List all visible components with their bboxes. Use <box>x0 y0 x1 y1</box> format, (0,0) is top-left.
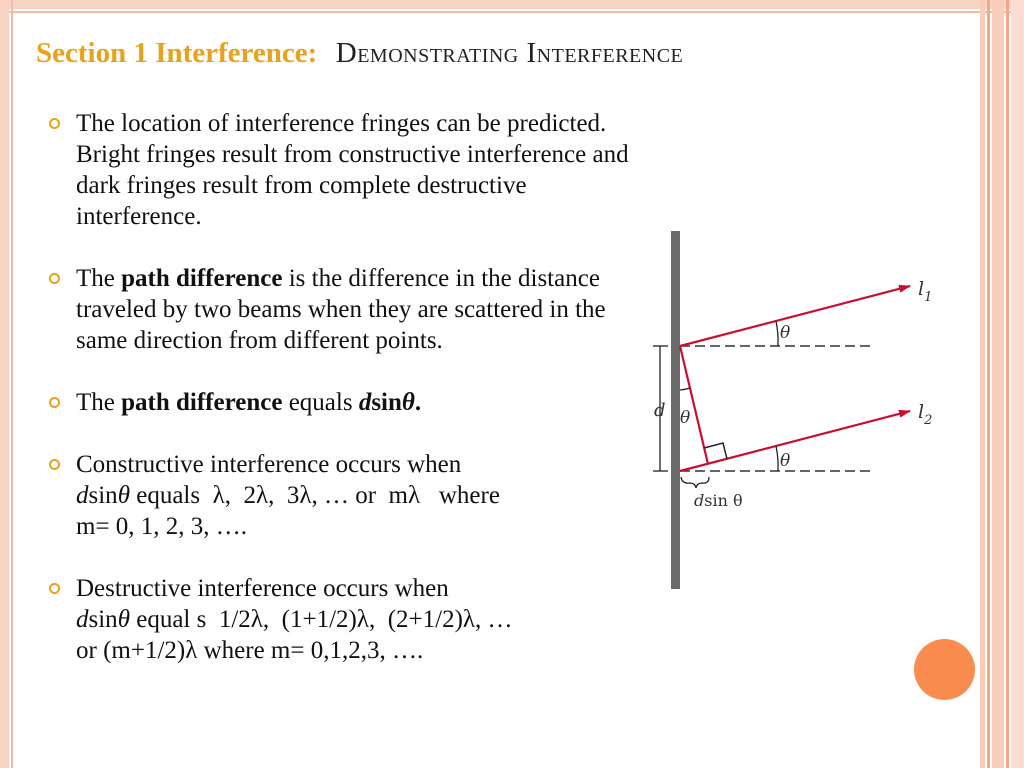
decor-stripe <box>1006 0 1009 768</box>
bullet-icon <box>49 583 60 594</box>
label-dsin: dsin θ <box>694 491 743 510</box>
slit-wall <box>671 231 680 589</box>
bullet-line: or (m+1/2)λ where m= 0,1,2,3, …. <box>76 637 424 664</box>
decor-circle <box>914 639 975 700</box>
formula-d: d <box>358 389 372 416</box>
label-l2: $l_2$ <box>918 401 933 428</box>
bullet-line: equals λ, 2λ, 3λ, … or mλ where <box>129 482 500 509</box>
slide-title <box>36 30 976 75</box>
bullet-item <box>44 108 644 232</box>
bullet-bold-term: path difference <box>121 389 283 416</box>
formula-d: d <box>76 606 89 633</box>
label-theta-bottom: θ <box>780 451 791 471</box>
perpendicular-line <box>680 346 708 464</box>
formula-d: d <box>76 482 89 509</box>
angle-arc-slit <box>680 388 690 390</box>
label-theta-slit: θ <box>680 408 691 428</box>
decor-stripe <box>980 0 985 768</box>
bullet-line: m= 0, 1, 2, 3, …. <box>76 513 248 540</box>
formula-theta: θ <box>401 389 415 416</box>
formula-sin: sin <box>371 389 402 416</box>
bullet-item <box>44 449 644 542</box>
bullet-icon <box>49 118 60 129</box>
frame-left-line <box>11 0 13 768</box>
bullet-icon <box>49 397 60 408</box>
title-section: Section 1 Interference: <box>36 37 318 69</box>
bullet-item <box>44 263 644 356</box>
ray-l2 <box>680 411 910 471</box>
bullet-line: Constructive interference occurs when <box>76 451 462 478</box>
bullet-icon <box>49 459 60 470</box>
dsin-brace <box>681 477 709 488</box>
angle-arc-bottom <box>776 446 778 471</box>
frame-top <box>0 0 1024 9</box>
label-theta-top: θ <box>780 323 791 343</box>
title-subtitle: Demonstrating Interference <box>335 37 684 69</box>
bullet-text-mid: equals <box>282 389 359 416</box>
formula-sin: sin <box>88 606 118 633</box>
bullet-text-pre: The <box>76 265 122 292</box>
angle-arc-top <box>776 321 778 346</box>
formula-theta: θ <box>117 606 130 633</box>
formula-sin: sin <box>88 482 118 509</box>
bullet-item <box>44 573 644 666</box>
bullet-bold-term: path difference <box>121 265 283 292</box>
bullet-text-post: is the difference in the distance traveled by two beams when they are scattered in the same direction from different points. <box>76 265 606 354</box>
ray-l1 <box>680 286 910 346</box>
bullet-text-pre: The <box>76 389 122 416</box>
label-l1: $l_1$ <box>918 278 933 305</box>
bullet-list <box>44 108 644 697</box>
frame-top-line <box>0 11 1024 13</box>
formula-end: . <box>414 389 422 416</box>
formula-theta: θ <box>117 482 130 509</box>
bullet-icon <box>49 273 60 284</box>
bullet-text: The location of interference fringes can be predicted. Bright fringes result from constructive interference and dark fringes result from complete destructive interference. <box>76 110 629 230</box>
decor-stripe <box>987 0 990 768</box>
bullet-line: equal s 1/2λ, (1+1/2)λ, (2+1/2)λ, … <box>129 606 513 633</box>
bullet-line: Destructive interference occurs when <box>76 575 449 602</box>
double-slit-diagram <box>640 225 940 595</box>
frame-left <box>0 0 9 768</box>
label-d: d <box>654 400 666 421</box>
decor-stripe <box>1011 0 1024 768</box>
bullet-item <box>44 387 644 418</box>
right-angle-mark <box>704 443 727 459</box>
decor-stripe <box>992 0 1004 768</box>
